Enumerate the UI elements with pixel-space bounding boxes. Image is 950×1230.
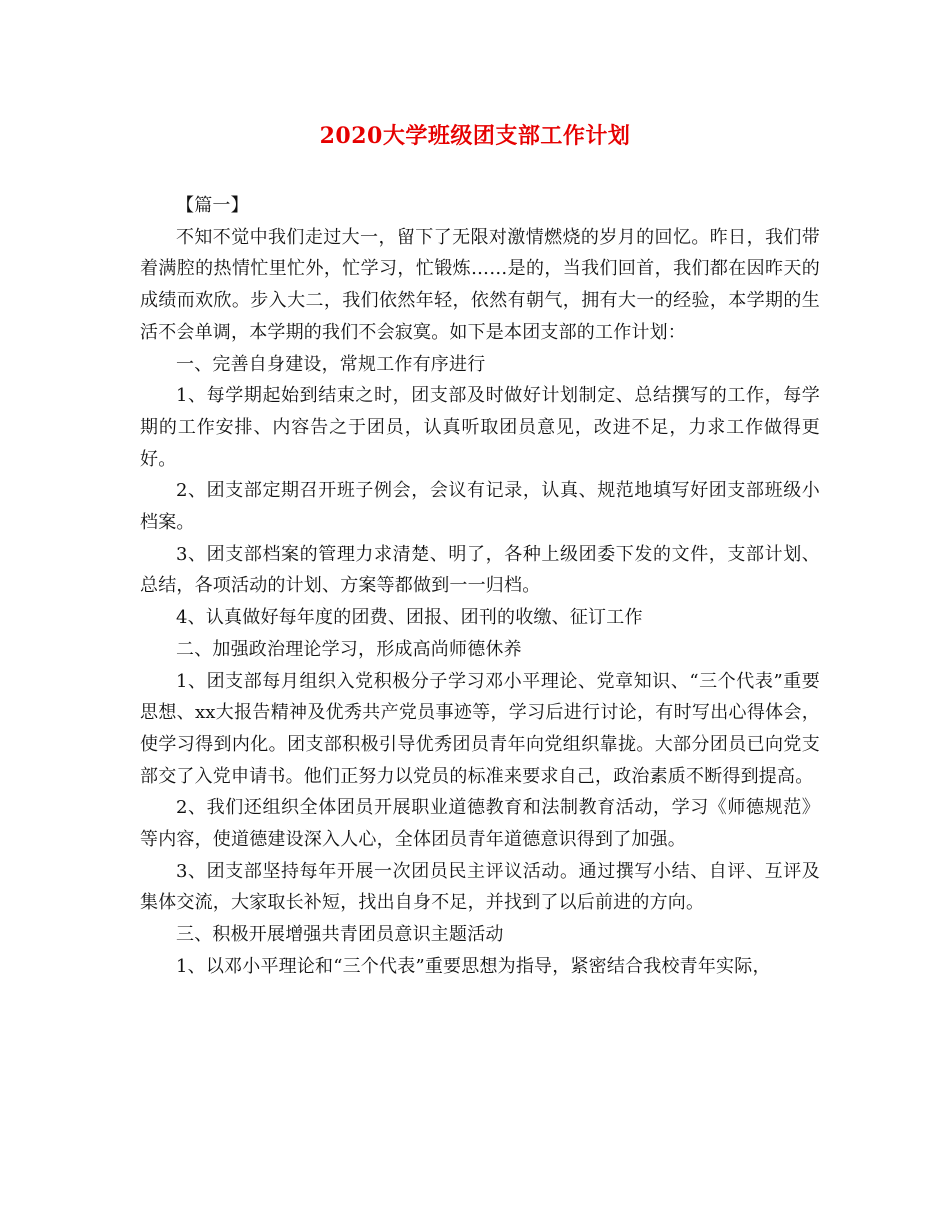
paragraph-2-3: 3、团支部坚持每年开展一次团员民主评议活动。通过撰写小结、自评、互评及集体交流，大家取长补短，找出自身不足，并找到了以后前进的方向。 <box>140 860 820 914</box>
paragraph-1-1: 1、每学期起始到结束之时，团支部及时做好计划制定、总结撰写的工作，每学期的工作安排、内容告之于团员，认真听取团员意见，改进不足，力求工作做得更好。 <box>140 385 820 470</box>
section-heading-1: 一、完善自身建设，常规工作有序进行 <box>176 353 486 375</box>
document-title: 2020大学班级团支部工作计划 <box>319 123 631 149</box>
paragraph-1-2: 2、团支部定期召开班子例会，会议有记录，认真、规范地填写好团支部班级小档案。 <box>140 480 820 534</box>
section-heading-3: 三、积极开展增强共青团员意识主题活动 <box>176 924 504 946</box>
paragraph-2-1: 1、团支部每月组织入党积极分子学习邓小平理论、党章知识、“三个代表”重要思想、xx大报告精神及优秀共产党员事迹等，学习后进行讨论，有时写出心得体会，使学习得到内化。团支部积极引导优秀团员青年向党组织靠拢。大部分团员已向党支部交了入党申请书。他们正努力以党员的标准来要求自己，政治素质不断得到提高。 <box>140 670 820 787</box>
section-heading-pian-yi: 【篇一】 <box>176 195 249 216</box>
paragraph-1-4: 4、认真做好每年度的团费、团报、团刊的收缴、征订工作 <box>176 607 643 629</box>
intro-paragraph: 不知不觉中我们走过大一，留下了无限对激情燃烧的岁月的回忆。昨日，我们带着满腔的热情忙里忙外，忙学习，忙锻炼……是的，当我们回首，我们都在因昨天的成绩而欢欣。步入大二，我们依然年轻，依然有朝气，拥有大一的经验，本学期的生活不会单调，本学期的我们不会寂寞。如下是本团支部的工作计划： <box>140 226 820 343</box>
paragraph-1-3: 3、团支部档案的管理力求清楚、明了，各种上级团委下发的文件，支部计划、总结，各项活动的计划、方案等都做到一一归档。 <box>140 543 820 597</box>
section-heading-2: 二、加强政治理论学习，形成高尚师德休养 <box>176 638 522 660</box>
paragraph-2-2: 2、我们还组织全体团员开展职业道德教育和法制教育活动，学习《师德规范》等内容，使道德建设深入人心，全体团员青年道德意识得到了加强。 <box>140 797 820 851</box>
paragraph-3-1: 1、以邓小平理论和“三个代表”重要思想为指导，紧密结合我校青年实际， <box>176 955 771 977</box>
document-body <box>140 190 820 983</box>
